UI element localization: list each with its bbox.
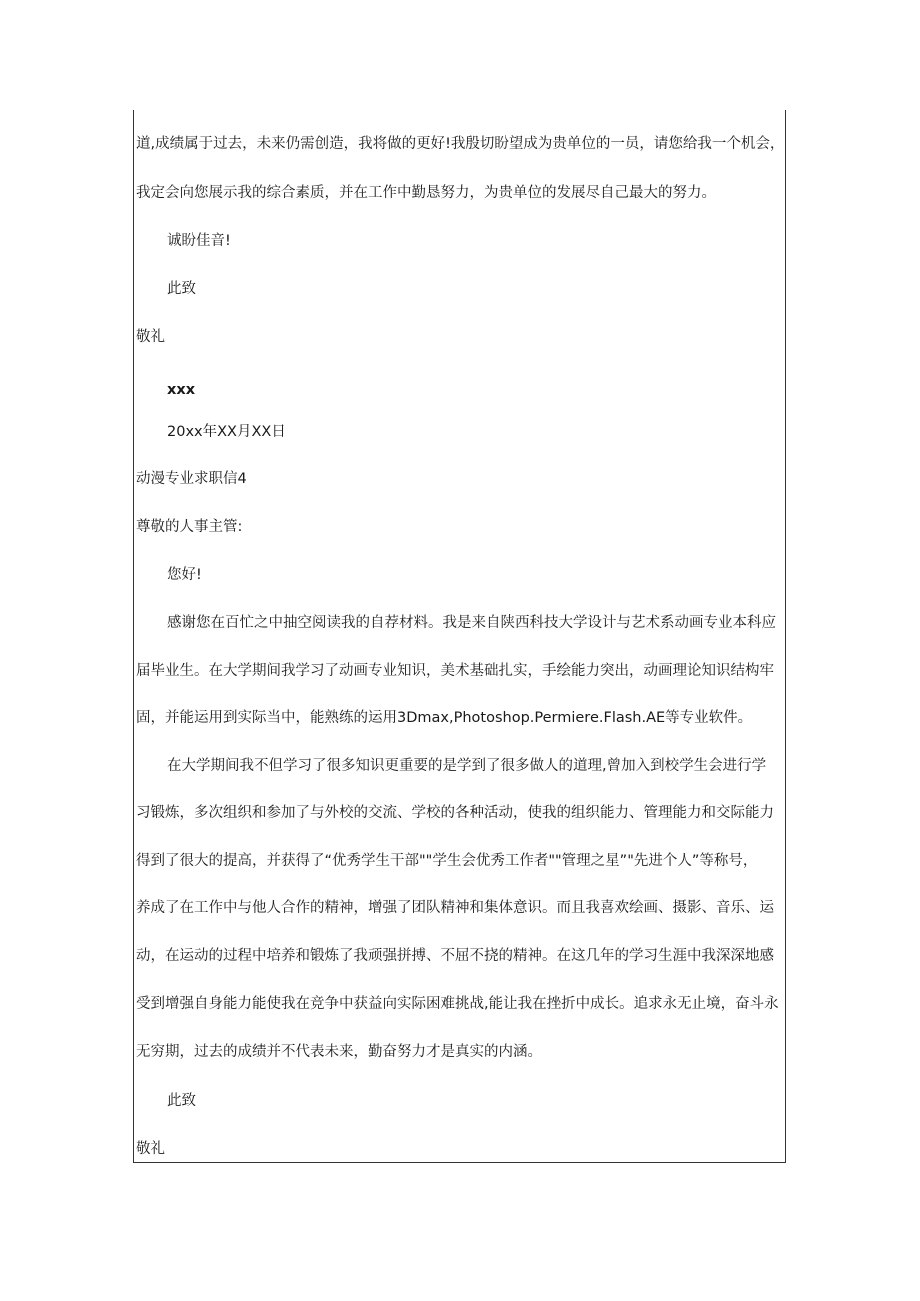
text-line: 我定会向您展示我的综合素质，并在工作中勤恳努力，为贵单位的发展尽自己最大的努力。 [136,185,716,201]
salutation: 尊敬的人事主管: [136,519,243,535]
closing-salute: 敬礼 [136,329,165,345]
letter-date: 20xx年XX月XX日 [167,424,286,440]
closing-regards: 此致 [167,281,196,297]
paragraph-line: 动，在运动的过程中培养和锻炼了我顽强拼搏、不屈不挠的精神。在这几年的学习生涯中我深深地感 [136,948,774,964]
paragraph-line: 固，并能运用到实际当中，能熟练的运用3Dmax,Photoshop.Permiere.Flash.AE等专业软件。 [136,710,753,726]
text-line: 道,成绩属于过去，未来仍需创造，我将做的更好!我殷切盼望成为贵单位的一员，请您给我一个机会， [136,136,785,152]
closing-regards: 此致 [167,1093,196,1109]
paragraph-line: 无穷期，过去的成绩并不代表未来，勤奋努力才是真实的内涵。 [136,1044,542,1060]
greeting: 您好! [167,567,202,583]
closing-wish: 诚盼佳音! [167,233,231,249]
paragraph-line: 在大学期间我不但学习了很多知识更重要的是学到了很多做人的道理,曾加入到校学生会进行学 [167,758,767,774]
closing-salute: 敬礼 [136,1141,165,1157]
paragraph-line: 届毕业生。在大学期间我学习了动画专业知识，美术基础扎实，手绘能力突出，动画理论知识结构牢 [136,663,774,679]
paragraph-line: 习锻炼，多次组织和参加了与外校的交流、学校的各种活动，使我的组织能力、管理能力和交际能力 [136,805,774,821]
signature: xxx [167,382,196,398]
section-heading: 动漫专业求职信4 [136,471,247,487]
paragraph-line: 得到了很大的提高，并获得了“优秀学生干部""学生会优秀工作者""管理之星”"先进个人”等称号， [136,853,758,869]
paragraph-line: 感谢您在百忙之中抽空阅读我的自荐材料。我是来自陕西科技大学设计与艺术系动画专业本科应 [167,615,776,631]
paragraph-line: 养成了在工作中与他人合作的精神，增强了团队精神和集体意识。而且我喜欢绘画、摄影、音乐、运 [136,900,774,916]
paragraph-line: 受到增强自身能力能使我在竞争中获益向实际困难挑战,能让我在挫折中成长。追求永无止境，奋斗永 [136,996,779,1012]
